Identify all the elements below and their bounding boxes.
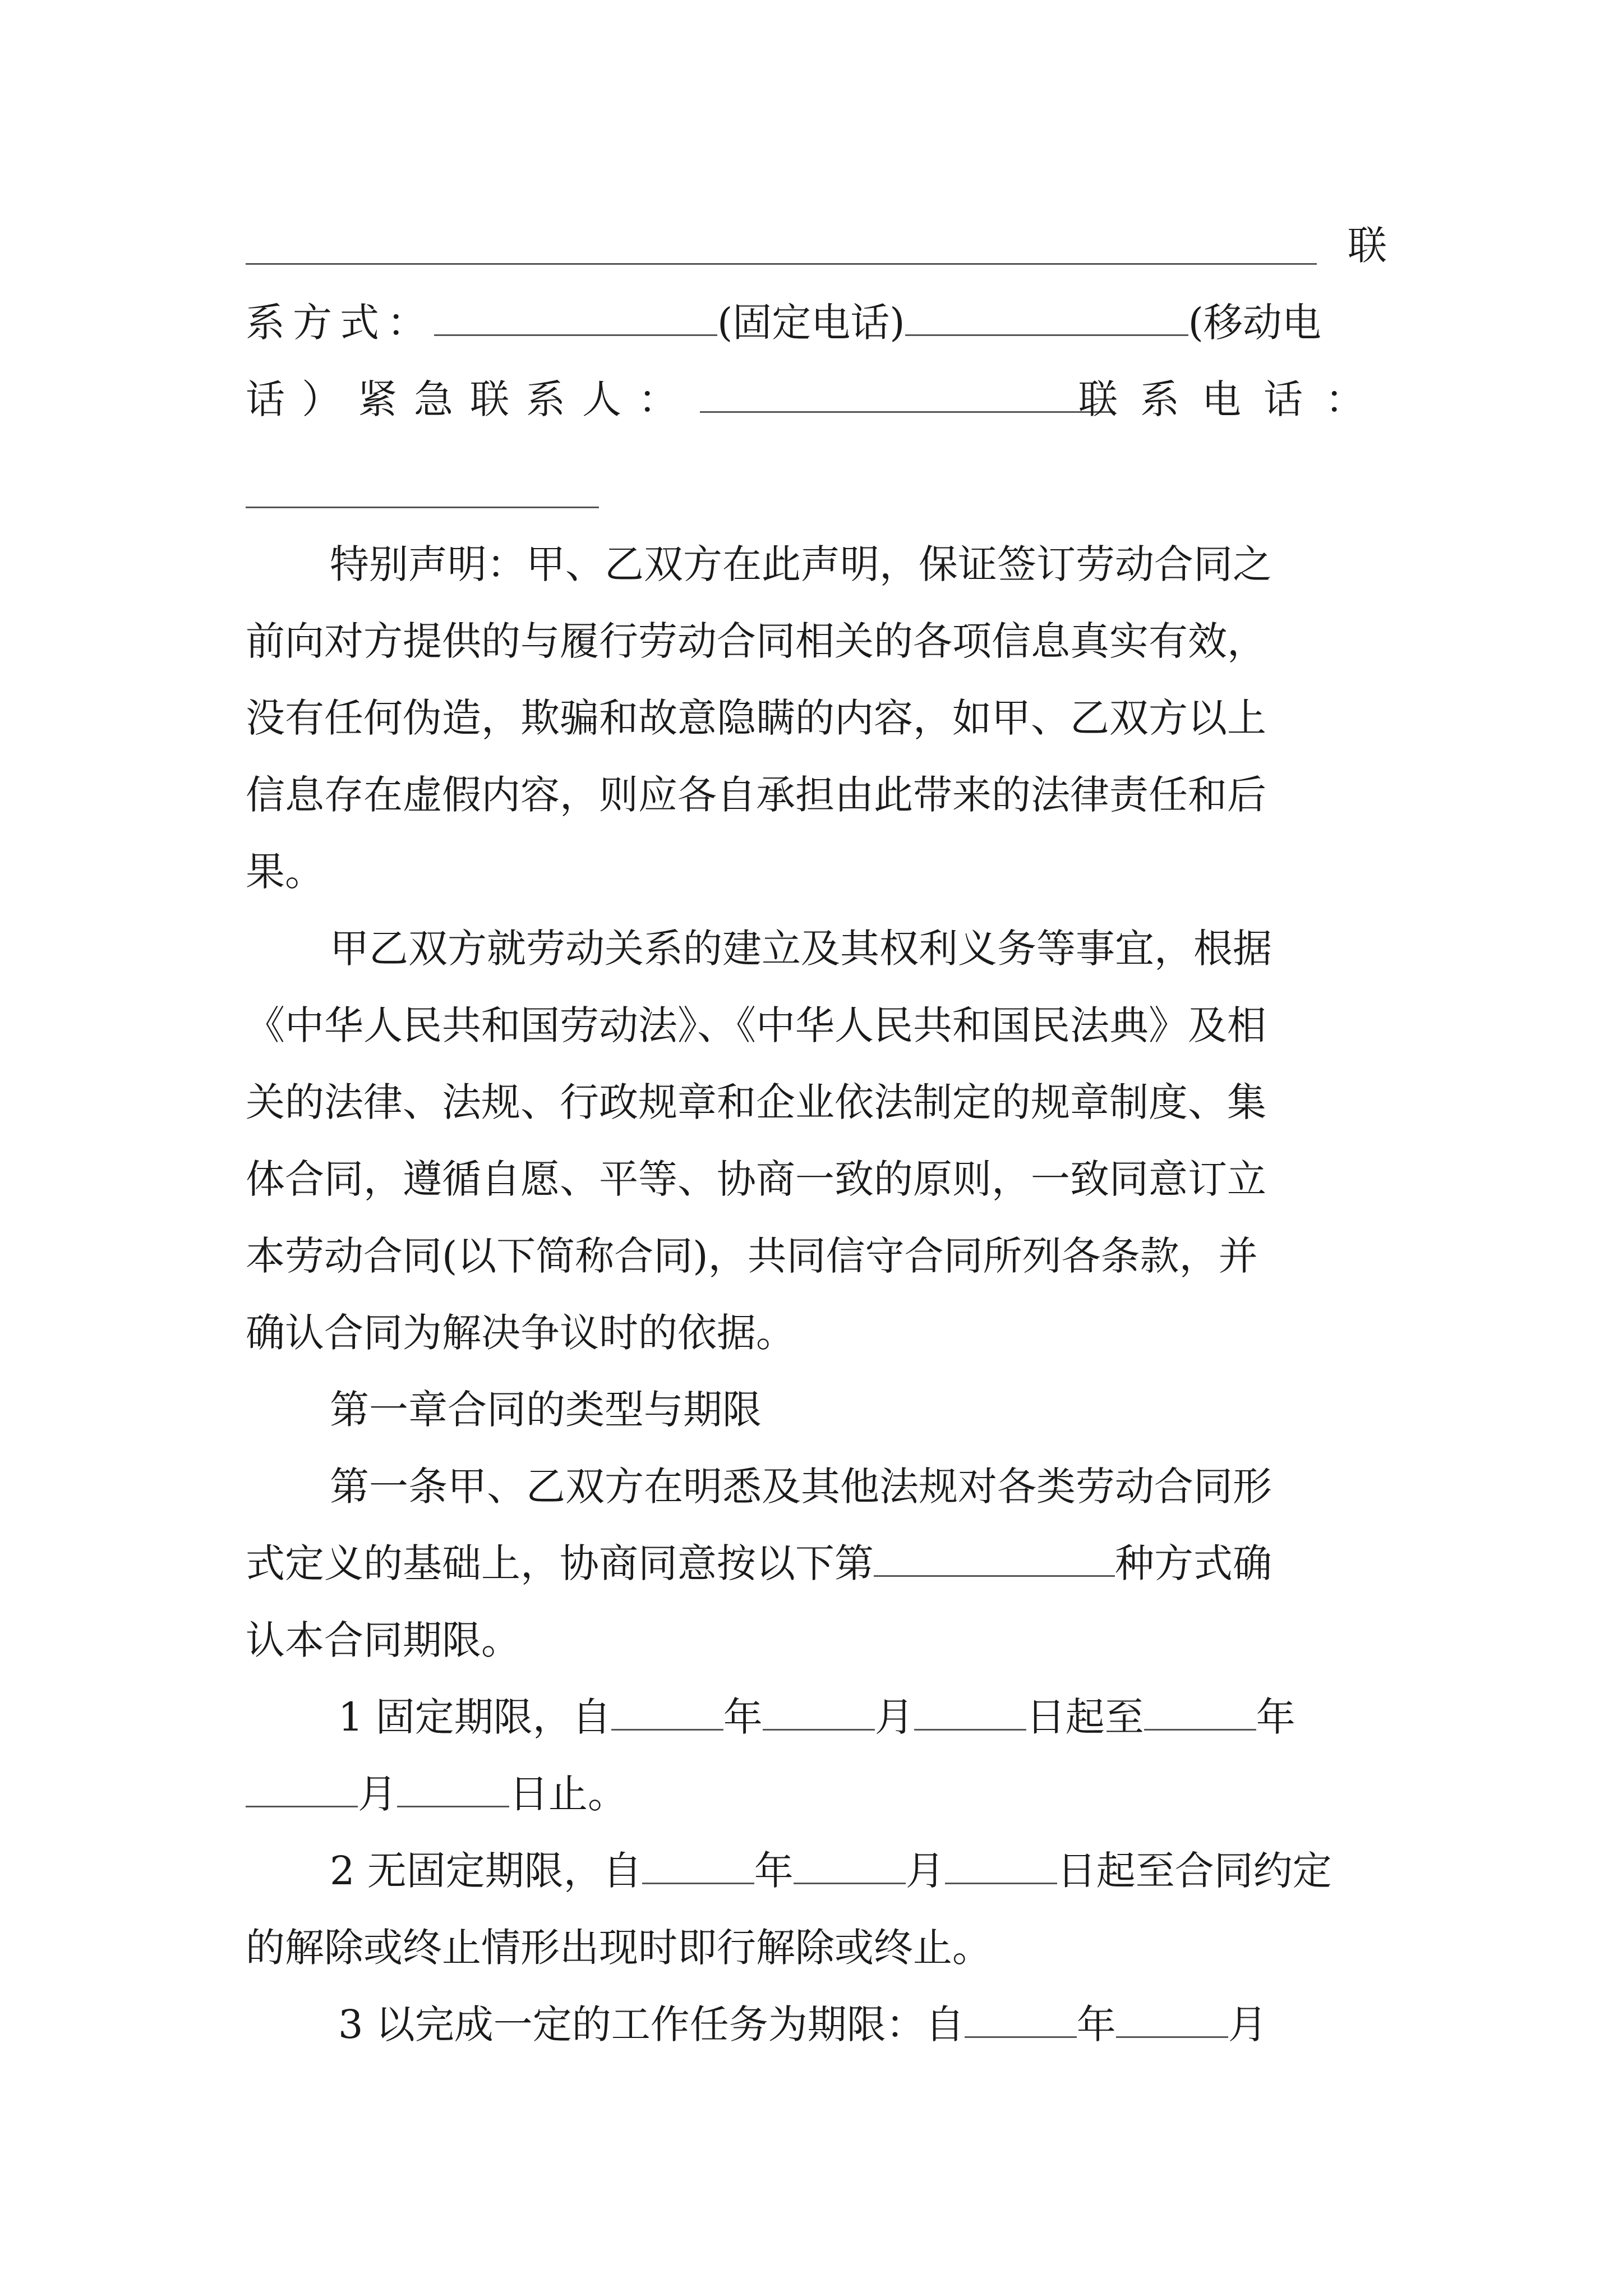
contact-line-2 [246, 284, 1387, 361]
declaration-line: 果。 [246, 849, 324, 895]
basis-line: 确认合同为解决争议时的依据。 [246, 1310, 795, 1356]
contact-phone-label: 联系电话： [1078, 376, 1387, 422]
option-2-until: 日起至合同约定 [1057, 1848, 1332, 1894]
year-label: 年 [723, 1694, 763, 1740]
emergency-contact-label: 话）紧急联系人： [246, 376, 694, 422]
option-3-line-1 [246, 1986, 1387, 2063]
declaration-line: 前向对方提供的与履行劳动合同相关的各项信息真实有效， [246, 618, 1266, 664]
month-label: 月 [874, 1694, 914, 1740]
contract-body [246, 208, 1387, 2063]
option-2-text: 2 无固定期限，自 [330, 1848, 642, 1894]
year-label: 年 [1256, 1694, 1295, 1740]
declaration-line: 没有任何伪造，欺骗和故意隐瞒的内容，如甲、乙双方以上 [246, 695, 1266, 741]
end-day-blank[interactable] [397, 1769, 509, 1807]
month-label: 月 [905, 1848, 945, 1894]
start-month-blank[interactable] [763, 1692, 875, 1731]
emergency-contact-blank[interactable] [700, 374, 1115, 413]
year-label: 年 [1076, 2001, 1116, 2047]
article-1-line-2 [246, 1525, 1387, 1602]
contact-line-1 [246, 208, 1387, 284]
month-label: 月 [358, 1771, 397, 1817]
declaration-line: 特别声明：甲、乙双方在此声明，保证签订劳动合同之 [330, 541, 1272, 587]
fixed-phone-label: (固定电话) [717, 300, 905, 346]
option-2-line-2: 的解除或终止情形出现时即行解除或终止。 [246, 1925, 992, 1971]
mobile-phone-label: (移动电 [1188, 300, 1321, 346]
mobile-phone-blank[interactable] [905, 297, 1188, 336]
start-day-blank[interactable] [945, 1846, 1057, 1884]
basis-line: 甲乙双方就劳动关系的建立及其权利义务等事宜，根据 [330, 926, 1272, 972]
basis-line: 本劳动合同(以下简称合同)，共同信守合同所列各条款，并 [246, 1233, 1258, 1279]
start-year-blank[interactable] [611, 1692, 723, 1731]
start-month-blank[interactable] [1116, 1999, 1228, 2038]
basis-line: 关的法律、法规、行政规章和企业依法制定的规章制度、集 [246, 1079, 1266, 1125]
article-1-text: 式定义的基础上，协商同意按以下第 [246, 1540, 874, 1586]
address-blank[interactable] [246, 263, 1317, 265]
end-month-blank[interactable] [246, 1769, 358, 1807]
option-number-blank[interactable] [874, 1538, 1115, 1577]
month-label: 月 [1228, 2001, 1267, 2047]
chapter-title: 第一章合同的类型与期限 [330, 1387, 762, 1433]
basis-line: 《中华人民共和国劳动法》、《中华人民共和国民法典》及相 [246, 1002, 1266, 1048]
option-3-text: 3 以完成一定的工作任务为期限：自 [338, 2001, 965, 2047]
option-1-until: 日起至 [1026, 1694, 1144, 1740]
declaration-line: 信息存在虚假内容，则应各自承担由此带来的法律责任和后 [246, 772, 1266, 818]
option-1-end: 日止。 [509, 1771, 627, 1817]
contact-method-label: 系方式： [246, 300, 434, 346]
article-1-line-3: 认本合同期限。 [246, 1617, 520, 1663]
option-1-text: 1 固定期限，自 [338, 1694, 611, 1740]
contact-line-1-end: 联 [1348, 223, 1387, 269]
option-1-line-2 [246, 1756, 1387, 1833]
start-month-blank[interactable] [794, 1846, 906, 1884]
start-day-blank[interactable] [914, 1692, 1026, 1731]
article-1-line-1: 第一条甲、乙双方在明悉及其他法规对各类劳动合同形 [330, 1464, 1272, 1510]
option-2-line-1 [246, 1833, 1387, 1910]
start-year-blank[interactable] [642, 1846, 754, 1884]
option-1-line-1 [246, 1679, 1387, 1756]
end-year-blank[interactable] [1144, 1692, 1256, 1731]
year-label: 年 [754, 1848, 794, 1894]
contact-line-4 [246, 438, 1387, 515]
contact-line-3 [246, 361, 1387, 438]
start-year-blank[interactable] [965, 1999, 1077, 2038]
basis-line: 体合同，遵循自愿、平等、协商一致的原则，一致同意订立 [246, 1156, 1266, 1202]
fixed-phone-blank[interactable] [434, 297, 717, 336]
contact-phone-blank[interactable] [246, 507, 599, 508]
article-1-text-end: 种方式确 [1115, 1540, 1272, 1586]
